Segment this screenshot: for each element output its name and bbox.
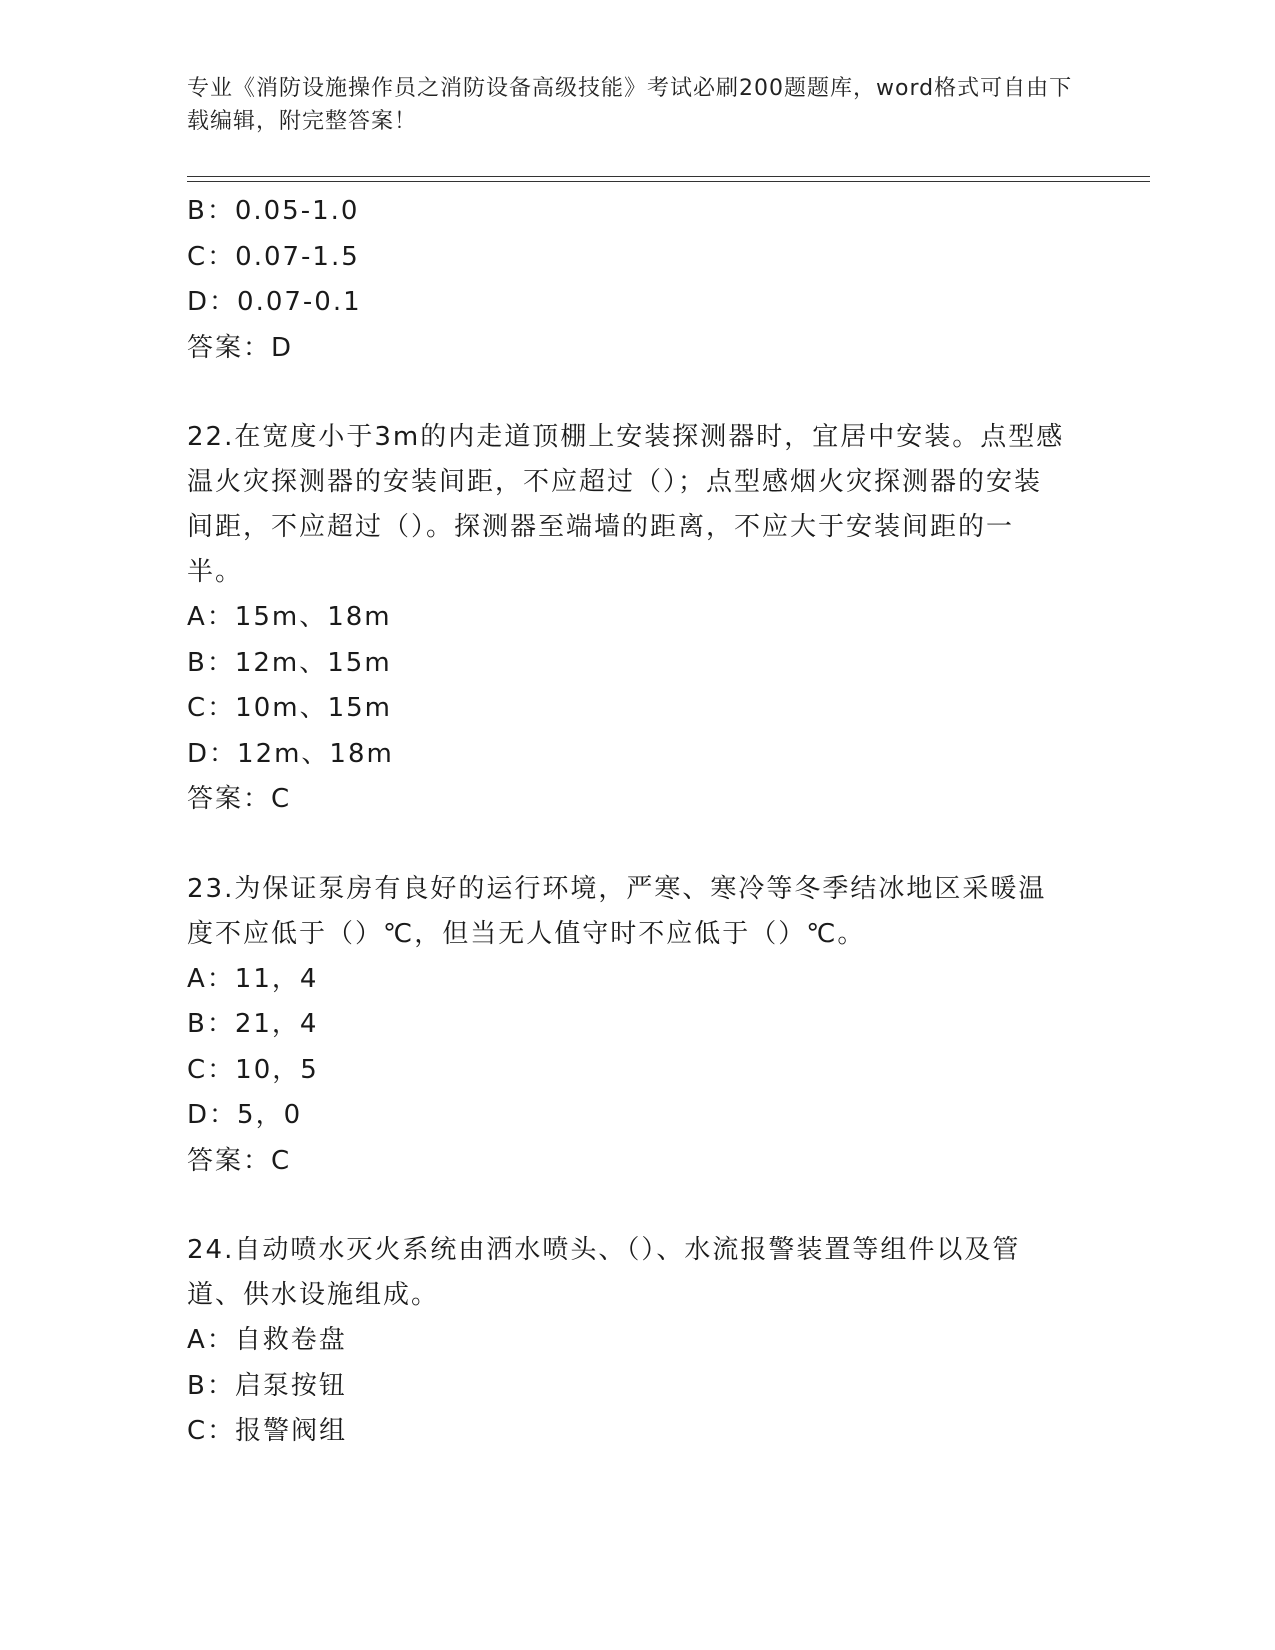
question-text: 22.在宽度小于3m的内走道顶棚上安装探测器时，宜居中安装。点型感温火灾探测器的安装间距，不应超过（）；点型感烟火灾探测器的安装间距，不应超过（）。探测器至端墙的距离，不应大于安装间距的一半。 [187, 422, 1065, 587]
question-text: 24.自动喷水灭火系统由洒水喷头、（）、水流报警装置等组件以及管道、供水设施组成。 [187, 1235, 1021, 1310]
question-text: 23.为保证泵房有良好的运行环境，严寒、寒冷等冬季结冰地区采暖温度不应低于（）℃，但当无人值守时不应低于（）℃。 [187, 873, 1047, 949]
option-c: C：0.07-1.5 [187, 241, 360, 272]
option-d: D：5，0 [187, 1100, 303, 1130]
question-24 [187, 1228, 1067, 1455]
answer-line: 答案：C [187, 1145, 292, 1176]
option-b: B：0.05-1.0 [187, 196, 360, 226]
header-rule-top [187, 176, 1150, 177]
question-23 [187, 867, 1067, 1185]
option-c: C：10m、15m [187, 693, 392, 723]
previous-question-tail [187, 189, 1067, 371]
option-b: B：启泵按钮 [187, 1370, 347, 1401]
option-d: D：0.07-0.1 [187, 287, 362, 317]
question-content [187, 189, 1067, 1455]
option-c: C：报警阀组 [187, 1416, 348, 1446]
header-rule-bottom [187, 181, 1150, 182]
answer-line: 答案：D [187, 332, 294, 363]
option-b: B：12m、15m [187, 647, 392, 678]
document-header: 专业《消防设施操作员之消防设备高级技能》考试必刷200题题库，word格式可自由下载编辑，附完整答案！ [187, 76, 1073, 134]
option-c: C：10，5 [187, 1054, 319, 1085]
answer-line: 答案：C [187, 784, 292, 814]
question-22 [187, 415, 1067, 823]
option-a: A：15m、18m [187, 602, 392, 632]
option-b: B：21，4 [187, 1009, 319, 1039]
option-a: A：11，4 [187, 963, 319, 994]
option-a: A：自救卷盘 [187, 1325, 347, 1355]
option-d: D：12m、18m [187, 738, 394, 769]
